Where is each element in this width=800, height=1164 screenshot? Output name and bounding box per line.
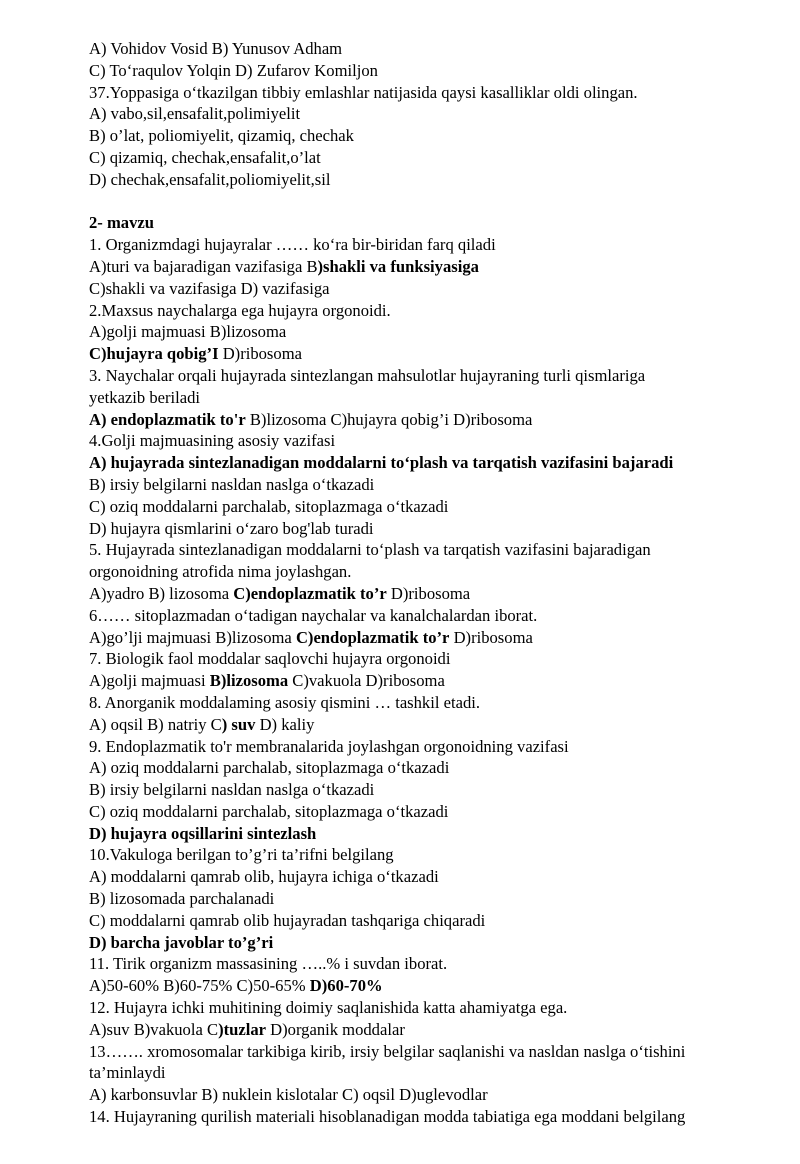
text-line [89, 409, 769, 431]
text-line [89, 169, 769, 191]
text-line [89, 452, 769, 474]
text-line [89, 300, 769, 322]
text-line [89, 430, 769, 452]
text-run: D) chechak,ensafalit,poliomiyelit,sil [89, 169, 331, 189]
text-line [89, 997, 769, 1019]
text-line [89, 496, 769, 518]
text-run: D) kaliy [255, 714, 315, 734]
text-run: 8. Anorganik moddalaming asosiy qismini … tashkil etadi. [89, 692, 480, 712]
text-line [89, 692, 769, 714]
text-line [89, 387, 769, 409]
text-line [89, 278, 769, 300]
text-line [89, 256, 769, 278]
text-line [89, 801, 769, 823]
text-run: B) lizosomada parchalanadi [89, 889, 275, 909]
text-run: A)50-60% B)60-75% C)50-65% [89, 976, 310, 996]
text-run: B)lizosoma C)hujayra qobig’i D)ribosoma [245, 409, 533, 429]
text-run: A) vabo,sil,ensafalit,polimiyelit [89, 104, 301, 124]
text-run: D)ribosoma [218, 344, 302, 364]
text-line [89, 539, 769, 561]
text-line [89, 365, 769, 387]
text-run: B) irsiy belgilarni nasldan naslga o‘tkazadi [89, 780, 375, 800]
bold-answer-text: D)60-70% [309, 976, 383, 996]
text-run: 6…… sitoplazmadan o‘tadigan naychalar va kanalchalardan iborat. [89, 605, 538, 625]
text-run: C) qizamiq, chechak,ensafalit,o’lat [89, 147, 321, 167]
text-line [89, 1062, 769, 1084]
text-line [89, 583, 769, 605]
text-run: 10.Vakuloga berilgan to’g’ri ta’rifni belgilang [89, 845, 394, 865]
text-line [89, 670, 769, 692]
bold-answer-text: C)hujayra qobig’I [89, 344, 219, 364]
text-line [89, 648, 769, 670]
text-run: 11. Tirik organizm massasining …..% i suvdan iborat. [89, 954, 448, 974]
text-line [89, 518, 769, 540]
text-run: A) oqsil B) natriy C [89, 714, 222, 734]
text-line [89, 1084, 769, 1106]
text-run: 3. Naychalar orqali hujayrada sintezlangan mahsulotlar hujayraning turli qismlariga [89, 365, 646, 385]
text-run: A) karbonsuvlar B) nuklein kislotalar C) oqsil D)uglevodlar [89, 1085, 488, 1105]
text-run: C)shakli va vazifasiga D) vazifasiga [89, 278, 330, 298]
text-line [89, 910, 769, 932]
bold-answer-text: D) hujayra oqsillarini sintezlash [89, 823, 317, 843]
text-run: A)turi va bajaradigan vazifasiga B [89, 256, 318, 276]
text-line [89, 757, 769, 779]
text-run: D) hujayra qismlarini o‘zaro bog'lab turadi [89, 518, 374, 538]
text-run: 4.Golji majmuasining asosiy vazifasi [89, 431, 336, 451]
document-body [89, 38, 769, 1128]
text-run: A)go’lji majmuasi B)lizosoma [89, 627, 296, 647]
bold-answer-text: B)lizosoma [209, 671, 289, 691]
bold-answer-text: D) barcha javoblar to’g’ri [89, 932, 274, 952]
text-run: C) To‘raqulov Yolqin D) Zufarov Komiljon [89, 60, 378, 80]
text-run: 37.Yoppasiga o‘tkazilgan tibbiy emlashlar natijasida qaysi kasalliklar oldi olingan. [89, 82, 638, 102]
text-line [89, 1041, 769, 1063]
blank-line [89, 191, 769, 213]
text-run: 1. Organizmdagi hujayralar …… ko‘ra bir-biridan farq qiladi [89, 235, 496, 255]
text-line [89, 714, 769, 736]
text-run: 14. Hujayraning qurilish materiali hisoblanadigan modda tabiatiga ega moddani belgilang [89, 1107, 686, 1127]
bold-answer-text: )shakli va funksiyasiga [317, 256, 479, 276]
text-line [89, 1019, 769, 1041]
text-line [89, 212, 769, 234]
text-run: A) oziq moddalarni parchalab, sitoplazmaga o‘tkazadi [89, 758, 450, 778]
text-line [89, 605, 769, 627]
text-run: A)golji majmuasi B)lizosoma [89, 322, 287, 342]
bold-answer-text: A) hujayrada sintezlanadigan moddalarni to‘plash va tarqatish vazifasini bajaradi [89, 453, 674, 473]
text-line [89, 147, 769, 169]
bold-answer-text: C)endoplazmatik to’r [295, 627, 450, 647]
bold-answer-text: A) endoplazmatik to'r [89, 409, 246, 429]
text-line [89, 125, 769, 147]
text-run: 9. Endoplazmatik to'r membranalarida joylashgan orgonoidning vazifasi [89, 736, 569, 756]
text-run: A)golji majmuasi [89, 671, 210, 691]
bold-answer-text: 2- mavzu [89, 213, 154, 233]
text-line [89, 823, 769, 845]
text-run: 2.Maxsus naychalarga ega hujayra orgonoidi. [89, 300, 391, 320]
text-line [89, 343, 769, 365]
text-line [89, 866, 769, 888]
text-line [89, 627, 769, 649]
text-line [89, 561, 769, 583]
text-line [89, 474, 769, 496]
text-line [89, 38, 769, 60]
text-run: C) oziq moddalarni parchalab, sitoplazmaga o‘tkazadi [89, 496, 449, 516]
text-run: D)organik moddalar [265, 1019, 405, 1039]
text-line [89, 953, 769, 975]
text-line [89, 736, 769, 758]
text-run: C) moddalarni qamrab olib hujayradan tashqariga chiqaradi [89, 910, 486, 930]
text-run: A)suv B)vakuola C [89, 1019, 219, 1039]
text-run: yetkazib beriladi [89, 387, 201, 407]
text-run: D)ribosoma [386, 583, 471, 603]
text-line [89, 321, 769, 343]
text-line [89, 844, 769, 866]
text-line [89, 234, 769, 256]
text-run: B) o’lat, poliomiyelit, qizamiq, chechak [89, 126, 354, 146]
text-line [89, 103, 769, 125]
text-run: B) irsiy belgilarni nasldan naslga o‘tkazadi [89, 474, 375, 494]
text-line [89, 1106, 769, 1128]
text-run: 5. Hujayrada sintezlanadigan moddalarni to‘plash va tarqatish vazifasini bajaradigan [89, 540, 651, 560]
text-run: D)ribosoma [449, 627, 533, 647]
text-run: A) Vohidov Vosid B) Yunusov Adham [89, 39, 343, 58]
bold-answer-text: C)endoplazmatik to’r [233, 583, 387, 603]
text-run: A)yadro B) lizosoma [89, 583, 234, 603]
text-run: 12. Hujayra ichki muhitining doimiy saqlanishida katta ahamiyatga ega. [89, 998, 568, 1018]
bold-answer-text: )tuzlar [218, 1019, 266, 1039]
text-line [89, 60, 769, 82]
text-run: 7. Biologik faol moddalar saqlovchi hujayra orgonoidi [89, 649, 451, 669]
text-line [89, 888, 769, 910]
text-line [89, 779, 769, 801]
bold-answer-text: ) suv [221, 714, 256, 734]
text-run: A) moddalarni qamrab olib, hujayra ichiga o‘tkazadi [89, 867, 439, 887]
text-run: ta’minlaydi [89, 1063, 166, 1083]
text-line [89, 82, 769, 104]
text-line [89, 975, 769, 997]
text-run: 13……. xromosomalar tarkibiga kirib, irsiy belgilar saqlanishi va nasldan naslga o‘tishini [89, 1041, 686, 1061]
text-run: C)vakuola D)ribosoma [288, 671, 445, 691]
text-line [89, 932, 769, 954]
text-run: orgonoidning atrofida nima joylashgan. [89, 562, 352, 582]
text-run: C) oziq moddalarni parchalab, sitoplazmaga o‘tkazadi [89, 801, 449, 821]
